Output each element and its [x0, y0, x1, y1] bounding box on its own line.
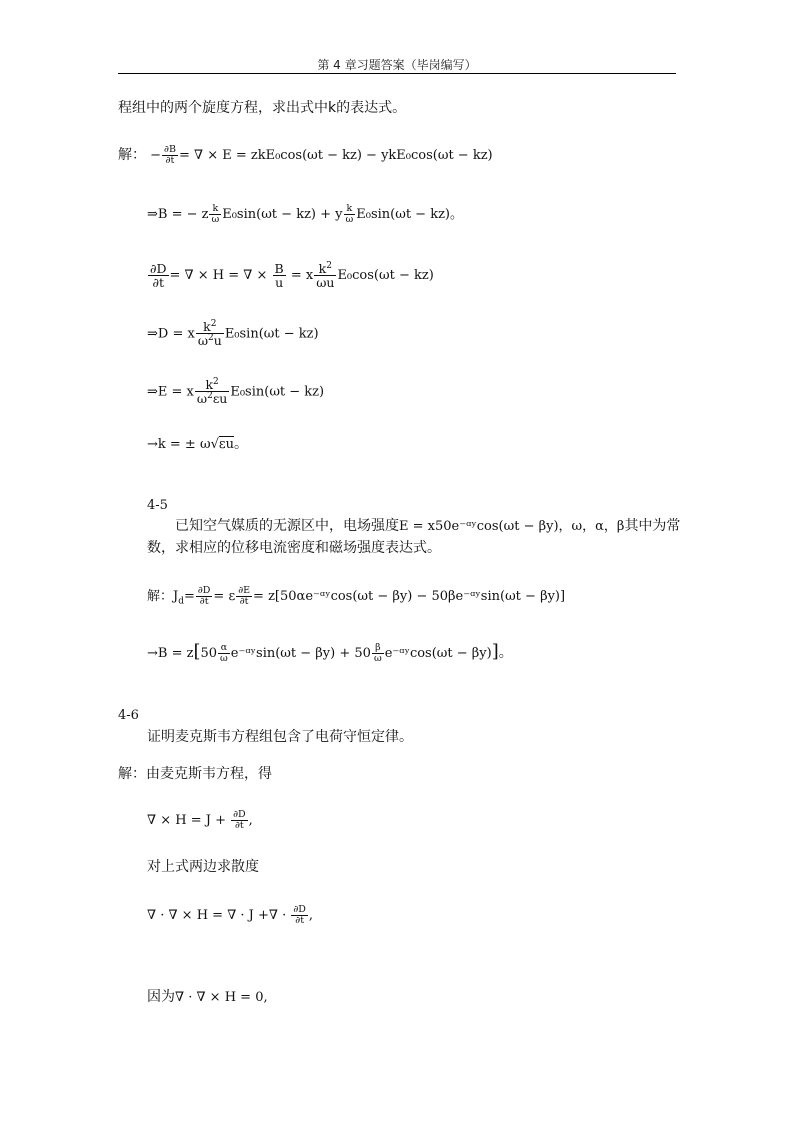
problem-4-6-label: 4-6 [118, 708, 139, 723]
equation-b-field-result: →B = z[50 $\frac{\alpha}{\omega}$ e⁻ᵅʸsin(ωt − βy) + 50 $\frac{\beta}{\omega}$ e⁻ᵅʸcos(ωt − βy)]。 [147, 640, 513, 664]
equation-e-result: ⇒E = x $\frac{k^2}{\omega^2\varepsilon u}$ E₀sin(ωt − kz) [147, 377, 325, 407]
equation-ampere-law: ∇ × H = J + $\frac{\partial D}{\partial t}$ , [147, 809, 253, 831]
problem-4-5-statement-line1: 已知空气媒质的无源区中，电场强度E = x50e⁻ᵅʸcos(ωt − βy)，ω，α，β其中为常 [175, 518, 681, 534]
equation-curl-e: 解： − $\frac{\partial B}{\partial t}$ = ∇ × E = zkE₀cos(ωt − kz) − ykE₀cos(ωt − kz) [118, 144, 493, 166]
problem-4-5-statement-line2: 数，求相应的位移电流密度和磁场强度表达式。 [147, 540, 441, 556]
problem-4-6-statement: 证明麦克斯韦方程组包含了电荷守恒定律。 [147, 729, 413, 745]
problem-4-5-label: 4-5 [147, 498, 168, 513]
problem-4-6-solution-intro: 解：由麦克斯韦方程，得 [118, 766, 272, 782]
divergence-text: 对上式两边求散度 [147, 859, 259, 875]
equation-k-result: →k = ± ω√εu。 [147, 436, 248, 452]
header-rule [118, 73, 676, 74]
equation-d-result: ⇒D = x $\frac{k^2}{\omega^2u}$ E₀sin(ωt − kz) [147, 319, 319, 349]
because-statement: 因为∇ · ∇ × H = 0, [147, 989, 268, 1005]
intro-text: 程组中的两个旋度方程，求出式中k的表达式。 [118, 100, 407, 116]
equation-b-result: ⇒B = − z $\frac{k}{\omega}$ E₀sin(ωt − kz) + y $\frac{k}{\omega}$ E₀sin(ωt − kz)。 [147, 203, 464, 225]
equation-curl-h: $\frac{\partial D}{\partial t}$ = ∇ × H = ∇ × $\frac{B}{u}$ = x $\frac{k^2}{\omega u}$ E₀cos(ωt − kz) [150, 261, 434, 291]
equation-displacement-current: 解：$J_d=$ $\frac{\partial D}{\partial t}$ = ε $\frac{\partial E}{\partial t}$ = z[50αe⁻ᵅʸcos(ωt − βy) − 50βe⁻ᵅʸsin(ωt − βy)] [147, 585, 566, 607]
page-header: 第 4 章习题答案（毕岗编写） [317, 58, 477, 72]
equation-divergence: ∇ · ∇ × H = ∇ · J +∇ · $\frac{\partial D}{\partial t}$ , [147, 904, 314, 926]
